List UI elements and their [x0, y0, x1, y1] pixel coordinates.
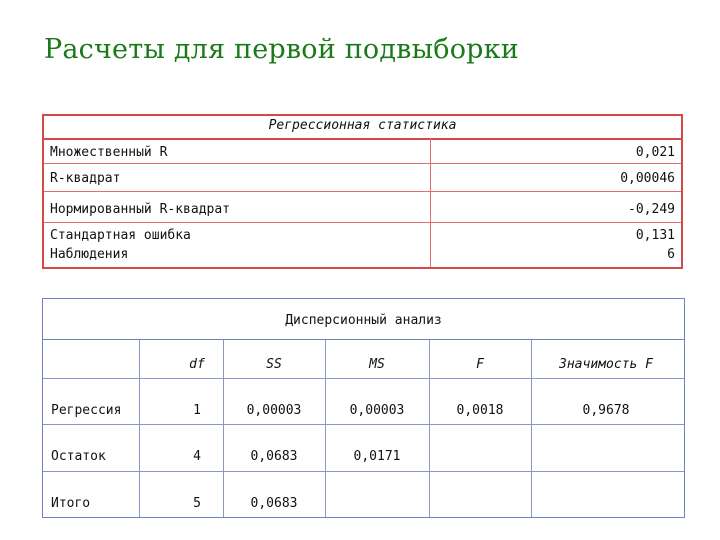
row-label-total: Итого — [51, 496, 91, 511]
header-significance-f: Значимость F — [559, 357, 653, 372]
stat-label-r-squared: R-квадрат — [50, 171, 121, 186]
stat-value-standard-error: 0,131 — [635, 228, 675, 243]
header-f: F — [476, 357, 484, 372]
anova-caption: Дисперсионный анализ — [43, 299, 684, 340]
row-divider — [44, 222, 681, 223]
row-label-residual: Остаток — [51, 449, 106, 464]
stat-value-r-squared: 0,00046 — [620, 171, 675, 186]
column-divider — [430, 138, 431, 267]
stat-value-observations: 6 — [667, 247, 675, 262]
stat-label-standard-error: Стандартная ошибка — [50, 228, 191, 243]
cell-df: 4 — [193, 449, 201, 464]
stat-value-adjusted-r-squared: -0,249 — [628, 202, 675, 217]
row-divider — [43, 471, 684, 472]
cell-f: 0,0018 — [456, 403, 504, 418]
cell-significance-f: 0,9678 — [582, 403, 630, 418]
row-divider — [44, 163, 681, 164]
row-divider — [44, 191, 681, 192]
row-divider — [43, 424, 684, 425]
page-title: Расчеты для первой подвыборки — [44, 34, 519, 65]
header-ss: SS — [266, 357, 282, 372]
stat-label-observations: Наблюдения — [50, 247, 129, 262]
cell-ss: 0,0683 — [250, 496, 298, 511]
header-df: df — [189, 357, 205, 372]
cell-ms: 0,0171 — [353, 449, 401, 464]
cell-ss: 0,00003 — [246, 403, 302, 418]
cell-df: 1 — [193, 403, 201, 418]
row-label-regression: Регрессия — [51, 403, 122, 418]
stat-value-multiple-r: 0,021 — [635, 145, 675, 160]
stat-label-adjusted-r-squared: Нормированный R-квадрат — [50, 202, 231, 217]
header-ms: MS — [369, 357, 385, 372]
stat-label-multiple-r: Множественный R — [50, 145, 168, 160]
regression-statistics-table — [42, 114, 683, 269]
cell-ss: 0,0683 — [250, 449, 298, 464]
row-divider — [43, 378, 684, 379]
cell-ms: 0,00003 — [349, 403, 405, 418]
cell-df: 5 — [193, 496, 201, 511]
regression-statistics-caption: Регрессионная статистика — [44, 116, 681, 140]
anova-table — [42, 298, 685, 518]
